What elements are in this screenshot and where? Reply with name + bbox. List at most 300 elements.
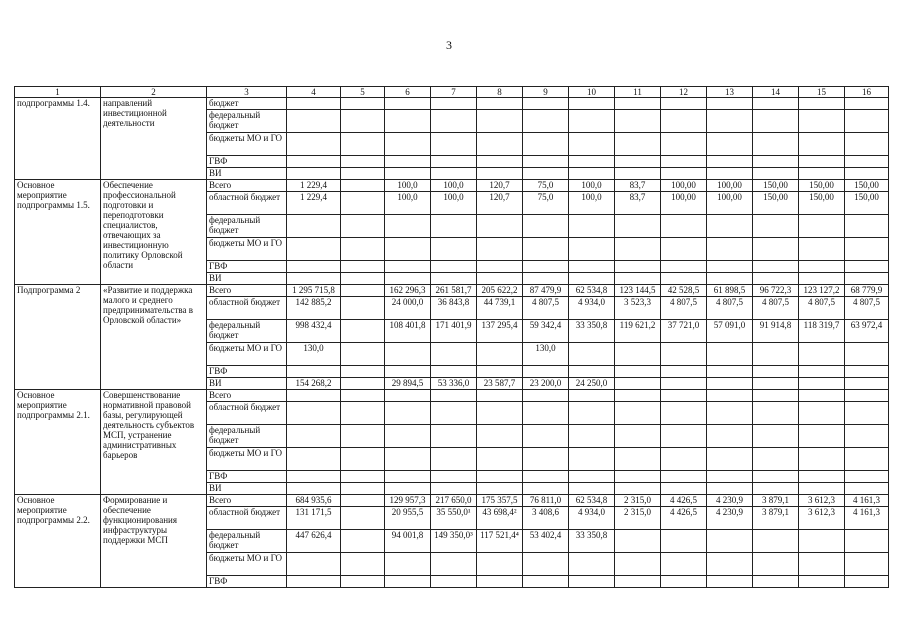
value-cell: 4 807,5 [707,297,753,320]
value-cell [661,402,707,425]
value-cell [523,133,569,156]
value-cell [799,553,845,576]
value-cell [569,366,615,378]
value-cell [707,366,753,378]
value-cell [615,110,661,133]
value-cell [799,390,845,402]
funding-source-cell: ГВФ [207,471,287,483]
value-cell [523,448,569,471]
value-cell [431,261,477,273]
page-number: 3 [446,38,452,52]
value-cell: 24 000,0 [385,297,431,320]
value-cell [661,110,707,133]
value-cell: 108 401,8 [385,320,431,343]
value-cell [287,390,341,402]
funding-source-cell: областной бюджет [207,402,287,425]
value-cell [431,273,477,285]
value-cell: 2 315,0 [615,507,661,530]
value-cell [477,471,523,483]
value-cell [845,238,889,261]
value-cell: 162 296,3 [385,285,431,297]
funding-source-cell: ВИ [207,168,287,180]
value-cell [431,343,477,366]
value-cell [523,390,569,402]
value-cell [799,576,845,588]
value-cell: 61 898,5 [707,285,753,297]
value-cell [477,215,523,238]
value-cell [845,133,889,156]
column-number-14: 14 [753,87,799,98]
value-cell [707,576,753,588]
value-cell [431,448,477,471]
value-cell [799,530,845,553]
value-cell [477,390,523,402]
value-cell [753,343,799,366]
program-description-cell: Совершенствование нормативной правовой базы, регулирующей деятельность субъектов МСП, устранение административных барьеров [101,390,207,495]
column-number-16: 16 [845,87,889,98]
value-cell [707,343,753,366]
value-cell [523,238,569,261]
column-number-8: 8 [477,87,523,98]
value-cell: 100,0 [385,192,431,215]
value-cell: 150,00 [845,192,889,215]
value-cell [753,378,799,390]
column-number-5: 5 [341,87,385,98]
value-cell: 91 914,8 [753,320,799,343]
value-cell [341,553,385,576]
value-cell [523,156,569,168]
value-cell [707,156,753,168]
value-cell: 4 807,5 [523,297,569,320]
value-cell: 150,00 [799,192,845,215]
value-cell: 4 230,9 [707,495,753,507]
value-cell [477,425,523,448]
value-cell [431,98,477,110]
value-cell [569,98,615,110]
value-cell [385,402,431,425]
value-cell [615,390,661,402]
value-cell: 1 229,4 [287,192,341,215]
value-cell [753,553,799,576]
column-number-10: 10 [569,87,615,98]
value-cell [341,215,385,238]
value-cell [523,553,569,576]
value-cell [845,553,889,576]
value-cell: 35 550,0¹ [431,507,477,530]
value-cell: 130,0 [523,343,569,366]
value-cell [661,133,707,156]
value-cell: 94 001,8 [385,530,431,553]
value-cell [341,471,385,483]
value-cell: 100,00 [707,192,753,215]
funding-source-cell: ВИ [207,273,287,285]
value-cell [341,261,385,273]
value-cell [707,390,753,402]
value-cell: 37 721,0 [661,320,707,343]
value-cell [287,168,341,180]
program-description-cell: направлений инвестиционной деятельности [101,98,207,180]
value-cell [341,110,385,133]
value-cell [799,402,845,425]
value-cell [385,238,431,261]
value-cell [341,576,385,588]
value-cell [287,238,341,261]
funding-source-cell: федеральный бюджет [207,530,287,553]
value-cell [661,530,707,553]
value-cell [287,483,341,495]
value-cell [615,215,661,238]
value-cell: 684 935,6 [287,495,341,507]
value-cell [341,343,385,366]
program-name-cell: Основное мероприятие подпрограммы 1.5. [15,180,101,285]
value-cell [569,425,615,448]
value-cell [477,261,523,273]
value-cell [385,425,431,448]
value-cell [385,273,431,285]
value-cell [385,168,431,180]
value-cell [799,366,845,378]
value-cell [287,215,341,238]
value-cell [477,238,523,261]
value-cell: 63 972,4 [845,320,889,343]
value-cell: 100,00 [661,180,707,192]
value-cell [341,390,385,402]
value-cell [569,110,615,133]
value-cell [341,168,385,180]
value-cell [341,530,385,553]
value-cell: 24 250,0 [569,378,615,390]
program-description-cell: Формирование и обеспечение функционирования инфраструктуры поддержки МСП [101,495,207,588]
value-cell [707,261,753,273]
funding-source-cell: областной бюджет [207,297,287,320]
value-cell: 175 357,5 [477,495,523,507]
value-cell [615,98,661,110]
funding-source-cell: ВИ [207,483,287,495]
value-cell [615,156,661,168]
value-cell [431,133,477,156]
value-cell: 150,00 [753,192,799,215]
value-cell [431,425,477,448]
value-cell [615,261,661,273]
value-cell [753,261,799,273]
value-cell: 76 811,0 [523,495,569,507]
funding-source-cell: областной бюджет [207,507,287,530]
value-cell: 83,7 [615,192,661,215]
value-cell [569,261,615,273]
funding-source-cell: ГВФ [207,261,287,273]
value-cell [845,530,889,553]
value-cell [385,366,431,378]
value-cell: 261 581,7 [431,285,477,297]
value-cell [615,576,661,588]
value-cell [341,483,385,495]
value-cell [341,238,385,261]
value-cell [431,110,477,133]
header-row [15,87,889,98]
value-cell [477,553,523,576]
funding-source-cell: бюджеты МО и ГО [207,553,287,576]
value-cell [385,261,431,273]
value-cell [477,483,523,495]
value-cell: 131 171,5 [287,507,341,530]
value-cell [845,168,889,180]
value-cell: 62 534,8 [569,285,615,297]
funding-source-cell: Всего [207,285,287,297]
value-cell [569,343,615,366]
funding-source-cell: ГВФ [207,366,287,378]
value-cell [341,366,385,378]
value-cell: 118 319,7 [799,320,845,343]
funding-source-cell: областной бюджет [207,192,287,215]
value-cell [753,168,799,180]
value-cell [845,98,889,110]
value-cell: 217 650,0 [431,495,477,507]
value-cell [569,576,615,588]
value-cell [569,238,615,261]
value-cell [341,507,385,530]
value-cell: 1 295 715,8 [287,285,341,297]
value-cell: 42 528,5 [661,285,707,297]
value-cell [385,156,431,168]
table-row [15,285,889,297]
funding-source-cell: ГВФ [207,156,287,168]
value-cell [523,273,569,285]
value-cell [707,238,753,261]
program-name-cell: подпрограммы 1.4. [15,98,101,180]
value-cell: 2 315,0 [615,495,661,507]
value-cell [845,261,889,273]
program-name-cell: Основное мероприятие подпрограммы 2.2. [15,495,101,588]
funding-source-cell: ГВФ [207,576,287,588]
value-cell [523,402,569,425]
value-cell: 150,00 [845,180,889,192]
value-cell [341,495,385,507]
value-cell: 3 408,6 [523,507,569,530]
funding-source-cell: бюджет [207,98,287,110]
value-cell [287,133,341,156]
value-cell [753,390,799,402]
value-cell [615,483,661,495]
value-cell: 4 934,0 [569,297,615,320]
value-cell [799,343,845,366]
table-row [15,98,889,110]
value-cell [707,378,753,390]
value-cell [477,273,523,285]
value-cell [431,366,477,378]
value-cell [287,261,341,273]
value-cell: 3 612,3 [799,507,845,530]
value-cell [661,168,707,180]
value-cell [661,483,707,495]
value-cell [385,448,431,471]
value-cell [753,448,799,471]
value-cell [431,215,477,238]
value-cell [385,343,431,366]
value-cell [287,425,341,448]
value-cell [341,273,385,285]
value-cell: 150,00 [753,180,799,192]
value-cell [477,98,523,110]
value-cell: 68 779,9 [845,285,889,297]
value-cell [385,110,431,133]
value-cell [799,448,845,471]
value-cell [523,471,569,483]
value-cell [341,285,385,297]
value-cell [661,425,707,448]
value-cell [661,215,707,238]
value-cell [661,261,707,273]
funding-source-cell: федеральный бюджет [207,215,287,238]
value-cell [615,553,661,576]
value-cell [707,110,753,133]
table-row [15,180,889,192]
value-cell [615,471,661,483]
value-cell [753,238,799,261]
value-cell [615,343,661,366]
value-cell [569,483,615,495]
value-cell [845,425,889,448]
value-cell: 4 230,9 [707,507,753,530]
program-name-cell: Основное мероприятие подпрограммы 2.1. [15,390,101,495]
value-cell [477,110,523,133]
value-cell: 120,7 [477,180,523,192]
value-cell [799,378,845,390]
value-cell [661,448,707,471]
value-cell: 123 127,2 [799,285,845,297]
value-cell: 1 229,4 [287,180,341,192]
value-cell [431,156,477,168]
funding-source-cell: Всего [207,180,287,192]
value-cell [845,215,889,238]
value-cell [569,156,615,168]
value-cell [385,390,431,402]
value-cell [753,366,799,378]
value-cell [385,553,431,576]
value-cell: 3 523,3 [615,297,661,320]
funding-source-cell: Всего [207,495,287,507]
value-cell: 154 268,2 [287,378,341,390]
value-cell [753,133,799,156]
column-number-11: 11 [615,87,661,98]
value-cell: 29 894,5 [385,378,431,390]
value-cell [615,378,661,390]
value-cell [569,471,615,483]
budget-table [14,86,889,588]
column-number-7: 7 [431,87,477,98]
program-description-cell: Обеспечение профессиональной подготовки и переподготовки специалистов, отвечающих за инвестиционную политику Орловской области [101,180,207,285]
value-cell [753,530,799,553]
value-cell [753,156,799,168]
value-cell: 33 350,8 [569,320,615,343]
value-cell [615,448,661,471]
value-cell: 75,0 [523,192,569,215]
value-cell [615,366,661,378]
value-cell [661,378,707,390]
program-name-cell: Подпрограмма 2 [15,285,101,390]
table-row [15,495,889,507]
value-cell [707,98,753,110]
value-cell: 3 879,1 [753,507,799,530]
value-cell [431,471,477,483]
value-cell [799,483,845,495]
value-cell [707,448,753,471]
value-cell [707,273,753,285]
funding-source-cell: бюджеты МО и ГО [207,343,287,366]
value-cell: 96 722,3 [753,285,799,297]
value-cell: 33 350,8 [569,530,615,553]
value-cell [845,471,889,483]
value-cell [799,110,845,133]
value-cell: 129 957,3 [385,495,431,507]
value-cell [707,168,753,180]
value-cell [287,366,341,378]
value-cell: 205 622,2 [477,285,523,297]
value-cell [431,390,477,402]
value-cell [753,215,799,238]
value-cell: 4 426,5 [661,507,707,530]
value-cell [661,366,707,378]
value-cell [341,180,385,192]
value-cell [845,378,889,390]
value-cell [615,425,661,448]
column-number-15: 15 [799,87,845,98]
value-cell [661,471,707,483]
value-cell [287,98,341,110]
column-number-13: 13 [707,87,753,98]
value-cell [523,215,569,238]
value-cell [385,576,431,588]
value-cell [845,448,889,471]
value-cell: 4 934,0 [569,507,615,530]
value-cell [753,576,799,588]
value-cell [661,553,707,576]
value-cell [707,483,753,495]
value-cell [341,378,385,390]
value-cell [477,402,523,425]
funding-source-cell: федеральный бюджет [207,425,287,448]
value-cell: 171 401,9 [431,320,477,343]
value-cell [661,156,707,168]
value-cell: 137 295,4 [477,320,523,343]
funding-source-cell: федеральный бюджет [207,320,287,343]
funding-source-cell: бюджеты МО и ГО [207,133,287,156]
value-cell [477,133,523,156]
value-cell: 100,0 [431,180,477,192]
value-cell [341,297,385,320]
value-cell: 130,0 [287,343,341,366]
value-cell: 3 879,1 [753,495,799,507]
value-cell: 53 336,0 [431,378,477,390]
value-cell: 57 091,0 [707,320,753,343]
value-cell [799,156,845,168]
value-cell [615,133,661,156]
value-cell [287,156,341,168]
value-cell [615,238,661,261]
value-cell [799,238,845,261]
value-cell: 123 144,5 [615,285,661,297]
column-number-9: 9 [523,87,569,98]
value-cell: 4 161,3 [845,507,889,530]
value-cell [799,273,845,285]
value-cell [477,156,523,168]
value-cell [431,576,477,588]
funding-source-cell: федеральный бюджет [207,110,287,133]
value-cell: 150,00 [799,180,845,192]
value-cell: 3 612,3 [799,495,845,507]
value-cell [799,133,845,156]
value-cell: 149 350,0³ [431,530,477,553]
value-cell: 100,0 [569,180,615,192]
